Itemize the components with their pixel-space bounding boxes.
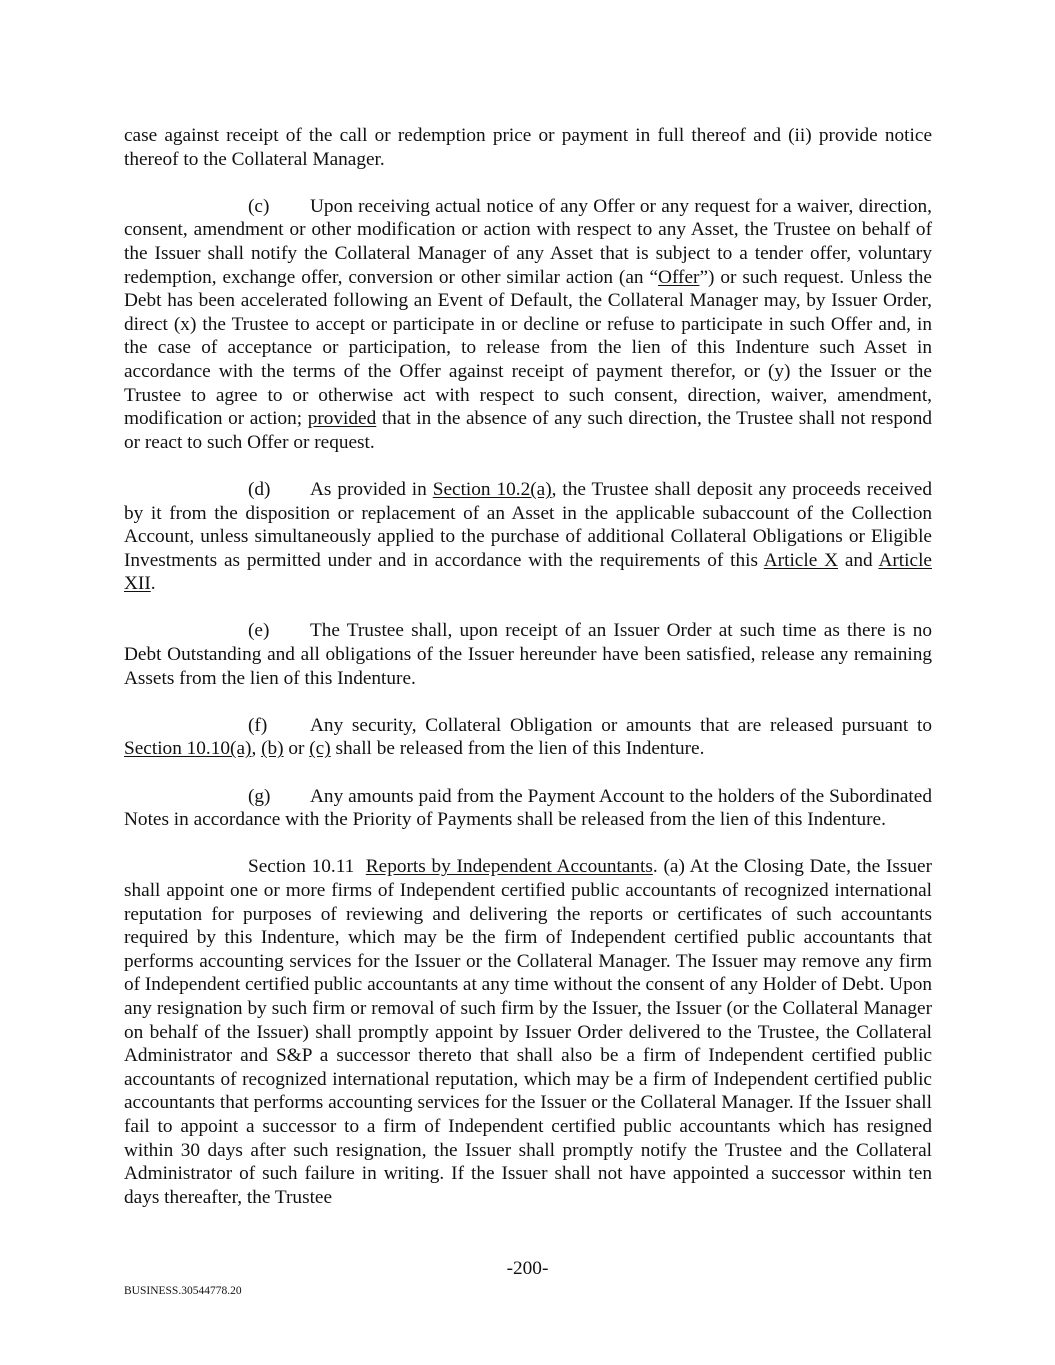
cross-reference-b[interactable]: (b) [261,738,284,760]
clause-label: (g) [248,785,271,807]
cross-reference-section-10-2a[interactable]: Section 10.2(a) [432,478,552,500]
cross-reference-article-xii[interactable]: Article XII [124,549,932,595]
document-page [124,124,932,1233]
document-id: BUSINESS.30544778.20 [124,1285,242,1297]
cross-reference-c[interactable]: (c) [309,738,331,760]
paragraph-c: (c) Upon receiving actual notice of any Offer or any request for a waiver, direction, consent, amendment or other modification or action with respect to any Asset, the Trustee on behalf of the Issuer shall notify the Collateral Manager of any Asset that is subject to a tender offer, voluntary redemption, exchange offer, conversion or other similar action (an “Offer”) or such request. Unless the Debt has been accelerated following an Event of Default, the Collateral Manager may, by Issuer Order, direct (x) the Trustee to accept or participate in or decline or refuse to participate in such Offer and, in the case of acceptance or participation, to release from the lien of this Indenture such Asset in accordance with the terms of the Offer against receipt of payment therefor, or (y) the Issuer or the Trustee to agree to or otherwise act with respect to such consent, direction, waiver, amendment, modification or action; provided that in the absence of any such direction, the Trustee shall not respond or react to such Offer or request. [124,195,932,453]
clause-label: (d) [248,478,271,500]
section-heading: Reports by Independent Accountants [365,856,653,878]
defined-term-offer: Offer [658,266,700,288]
cross-reference-article-x[interactable]: Article X [763,549,839,571]
term-provided: provided [307,408,377,430]
paragraph-text: case against receipt of the call or redemption price or payment in full thereof and (ii) provide notice thereof to the Collateral Manager. [124,125,932,170]
section-10-11: Section 10.11 Reports by Independent Accountants. (a) At the Closing Date, the Issuer shall appoint one or more firms of Independent certified public accountants of recognized international reputation for purposes of reviewing and delivering the reports or certificates of such accountants required by this Indenture, which may be the firm of Independent certified public accountants that performs accounting services for the Issuer or the Collateral Manager. The Issuer may remove any firm of Independent certified public accountants at any time without the consent of any Holder of Debt. Upon any resignation by such firm or removal of such firm by the Issuer, the Issuer (or the Collateral Manager on behalf of the Issuer) shall promptly appoint by Issuer Order delivered to the Trustee, the Collateral Administrator and S&P a successor thereto that shall also be a firm of Independent certified public accountants of recognized international reputation, which may be a firm of Independent certified public accountants that performs accounting services for the Issuer or the Collateral Manager. If the Issuer shall fail to appoint a successor to a firm of Independent certified public accountants which has resigned within 30 days after such resignation, the Issuer shall promptly notify the Trustee and the Collateral Administrator of such failure in writing. If the Issuer shall not have appointed a successor within ten days thereafter, the Trustee [124,856,933,1208]
clause-label: (f) [248,714,268,736]
paragraph-g: (g) Any amounts paid from the Payment Account to the holders of the Subordinated Notes in accordance with the Priority of Payments shall be released from the lien of this Indenture. [124,785,932,831]
clause-label: (e) [248,620,270,642]
paragraph-continuation [124,124,932,171]
page-number: -200- [506,1258,549,1279]
clause-label: (c) [248,195,270,217]
paragraph-e: (e) The Trustee shall, upon receipt of an Issuer Order at such time as there is no Debt Outstanding and all obligations of the Issuer hereunder have been satisfied, release any remaining Assets from the lien of this Indenture. [124,620,932,689]
paragraph-d: (d) As provided in Section 10.2(a), the Trustee shall deposit any proceeds received by it from the disposition or replacement of an Asset in the applicable subaccount of the Collection Account, unless simultaneously applied to the purchase of additional Collateral Obligations or Eligible Investments as permitted under and in accordance with the requirements of this Article X and Article XII. [124,478,933,595]
paragraph-f: (f) Any security, Collateral Obligation or amounts that are released pursuant to Section 10.10(a), (b) or (c) shall be released from the lien of this Indenture. [124,714,932,760]
section-number: Section 10.11 [248,856,355,878]
cross-reference-section-10-10a[interactable]: Section 10.10(a) [124,738,252,760]
